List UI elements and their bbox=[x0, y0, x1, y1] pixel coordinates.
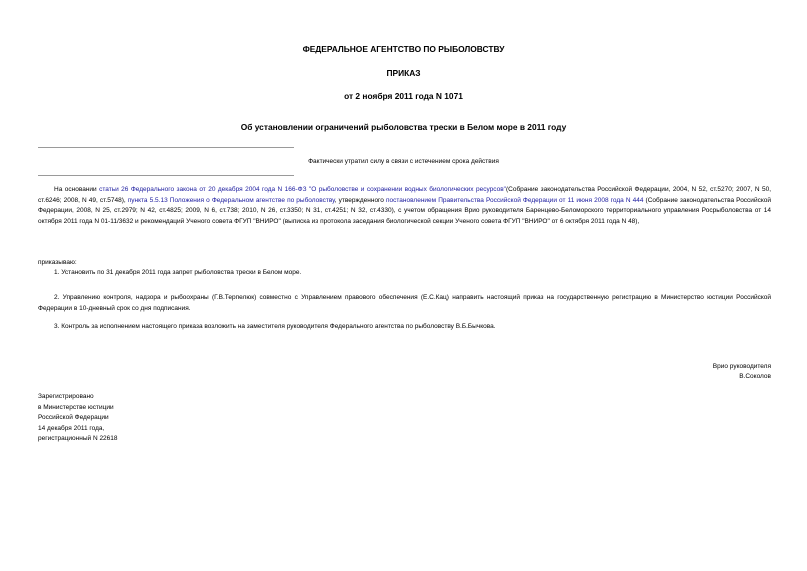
signature-name: В.Соколов bbox=[739, 373, 771, 380]
order-item-1: 1. Установить по 31 декабря 2011 года запрет рыболовства трески в Белом море. bbox=[54, 269, 302, 276]
preamble-text-4: (Собрание законодательства Российской Федерации, 2008, N 25, ст.2979; N 42, ст.4825; 2009, N 6, ст.738; 2010, N 26, ст.3350; N 31, ст.4251; N 32, ст.4330), с учетом обращения Врио руководителя Баренцево-Беломорского территориального управления Росрыболовства от 14 октября 2011 года N 01-11/3632 и рекомендаций Ученого совета ФГУП "ВНИРО" (выписка из протокола заседания биологической секции Ученого совета ФГУП "ВНИРО" от 6 октября 2011 года N 48), bbox=[38, 196, 771, 225]
preamble-text-3: , утвержденного bbox=[334, 196, 386, 204]
status-rule-bottom bbox=[38, 175, 294, 176]
government-decree-link[interactable]: постановлением Правительства Российской Федерации от 11 июня 2008 года N 444 bbox=[386, 196, 644, 204]
registration-line-3: Российской Федерации bbox=[38, 414, 109, 421]
document-type: ПРИКАЗ bbox=[386, 68, 421, 78]
law-article-26-link[interactable]: статьи 26 Федерального закона от 20 декабря 2004 года N 166-ФЗ "О рыболовстве и сохранении водных биологических ресурсов" bbox=[99, 186, 506, 193]
status-rule-top bbox=[38, 147, 294, 148]
agency-name: ФЕДЕРАЛЬНОЕ АГЕНТСТВО ПО РЫБОЛОВСТВУ bbox=[302, 44, 505, 54]
order-item-2: 2. Управлению контроля, надзора и рыбоохраны (Г.В.Терпелюк) совместно с Управлением правового обеспечения (Е.С.Кац) направить настоящий приказ на государственную регистрацию в Министерство юстиции Российской Федерации в 10-дневный срок со дня подписания. bbox=[38, 294, 771, 312]
status-note: Фактически утратил силу в связи с истечением срока действия bbox=[308, 158, 499, 165]
regulation-clause-link[interactable]: пункта 5.5.13 Положения о Федеральном агентстве по рыболовству bbox=[127, 196, 335, 204]
signature-position: Врио руководителя bbox=[712, 363, 771, 370]
registration-line-1: Зарегистрировано bbox=[38, 393, 94, 400]
order-word: приказываю: bbox=[38, 259, 77, 266]
document-date: от 2 ноября 2011 года N 1071 bbox=[344, 91, 463, 101]
preamble-paragraph bbox=[38, 185, 771, 227]
preamble-text-1: На основании bbox=[54, 186, 100, 193]
order-item-3: 3. Контроль за исполнением настоящего приказа возложить на заместителя руководителя Федерального агентства по рыболовству В.Б.Бычкова. bbox=[54, 323, 496, 330]
document-title: Об установлении ограничений рыболовства трески в Белом море в 2011 году bbox=[240, 122, 567, 132]
registration-date: 14 декабря 2011 года, bbox=[38, 425, 105, 432]
preamble-text-2: (Собрание законодательства Российской Федерации, 2004, N 52, ст.5270; 2007, N 50, ст.6246; 2008, N 49, ст.5748), bbox=[38, 186, 771, 204]
registration-number: регистрационный N 22618 bbox=[38, 435, 118, 442]
registration-line-2: в Министерстве юстиции bbox=[38, 404, 114, 411]
